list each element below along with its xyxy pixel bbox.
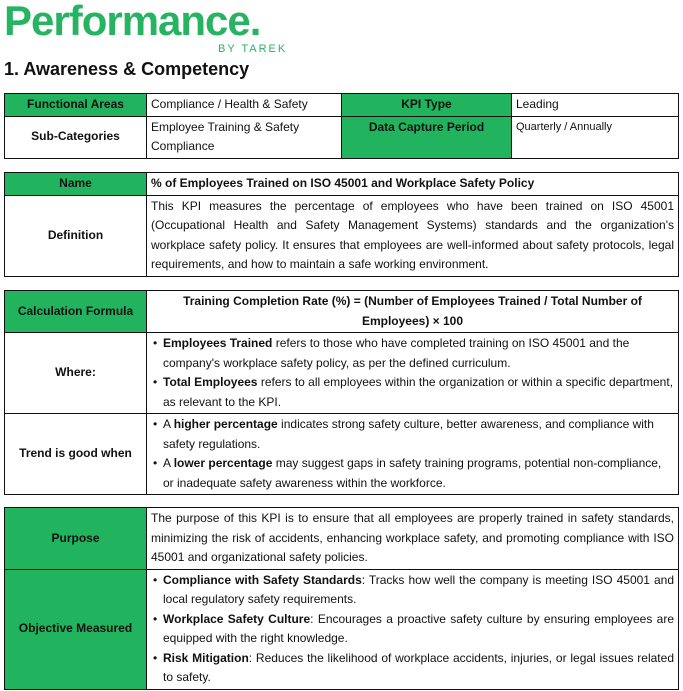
objective-item: • Compliance with Safety Standards: Tracks how well the company is meeting ISO 45001 and local regulatory safety requirements. — [151, 571, 674, 610]
trend-item: • A lower percentage may suggest gaps in safety training programs, potential non-compliance, or inadequate safety awareness within the workforce. — [151, 454, 674, 493]
purpose-table — [4, 507, 679, 690]
info-table — [4, 93, 679, 159]
kpi-type-label: KPI Type — [342, 94, 512, 117]
name-table — [4, 172, 679, 277]
purpose-value: The purpose of this KPI is to ensure that all employees are properly trained in safety standards, minimizing the risk of accidents, enhancing workplace safety, and promoting compliance with ISO 45001 and organizational safety policies. — [147, 508, 679, 570]
where-list — [147, 333, 679, 414]
trend-list — [147, 414, 679, 495]
sub-categories-value: Employee Training & Safety Compliance — [147, 116, 342, 158]
trend-label: Trend is good when — [5, 414, 147, 495]
formula-value: Training Completion Rate (%) = (Number of Employees Trained / Total Number of Employees) × 100 — [147, 291, 679, 333]
where-item: • Total Employees refers to all employees within the organization or within a specific department, as relevant to the KPI. — [151, 373, 674, 412]
objective-label: Objective Measured — [5, 569, 147, 689]
section-title: 1. Awareness & Competency — [4, 59, 250, 79]
objective-item: • Workplace Safety Culture: Encourages a proactive safety culture by ensuring employees are equipped with the right knowledge. — [151, 610, 674, 649]
where-item: • Employees Trained refers to those who have completed training on ISO 45001 and the company's workplace safety policy, as per the defined curriculum. — [151, 334, 674, 373]
trend-item: • A higher percentage indicates strong safety culture, better awareness, and compliance with safety regulations. — [151, 415, 674, 454]
kpi-type-value: Leading — [512, 94, 679, 117]
logo-subtitle: BY TAREK — [218, 43, 288, 55]
period-value: Quarterly / Annually — [512, 116, 679, 158]
formula-label: Calculation Formula — [5, 291, 147, 333]
period-label: Data Capture Period — [342, 116, 512, 158]
functional-areas-value: Compliance / Health & Safety — [147, 94, 342, 117]
definition-label: Definition — [5, 195, 147, 276]
where-label: Where: — [5, 333, 147, 414]
objective-list — [147, 569, 679, 689]
purpose-label: Purpose — [5, 508, 147, 570]
name-label: Name — [5, 173, 147, 196]
definition-value: This KPI measures the percentage of employees who have been trained on ISO 45001 (Occupational Health and Safety Management Systems) standards and the organization's workplace safety policy. It ensures that employees are well-informed about safety protocols, legal requirements, and how to maintain a safe working environment. — [147, 195, 679, 276]
calculation-table — [4, 290, 679, 495]
objective-item: • Risk Mitigation: Reduces the likelihood of workplace accidents, injuries, or legal issues related to safety. — [151, 649, 674, 688]
functional-areas-label: Functional Areas — [5, 94, 147, 117]
sub-categories-label: Sub-Categories — [5, 116, 147, 158]
name-value: % of Employees Trained on ISO 45001 and Workplace Safety Policy — [147, 173, 679, 196]
logo: Performance. — [4, 0, 261, 44]
